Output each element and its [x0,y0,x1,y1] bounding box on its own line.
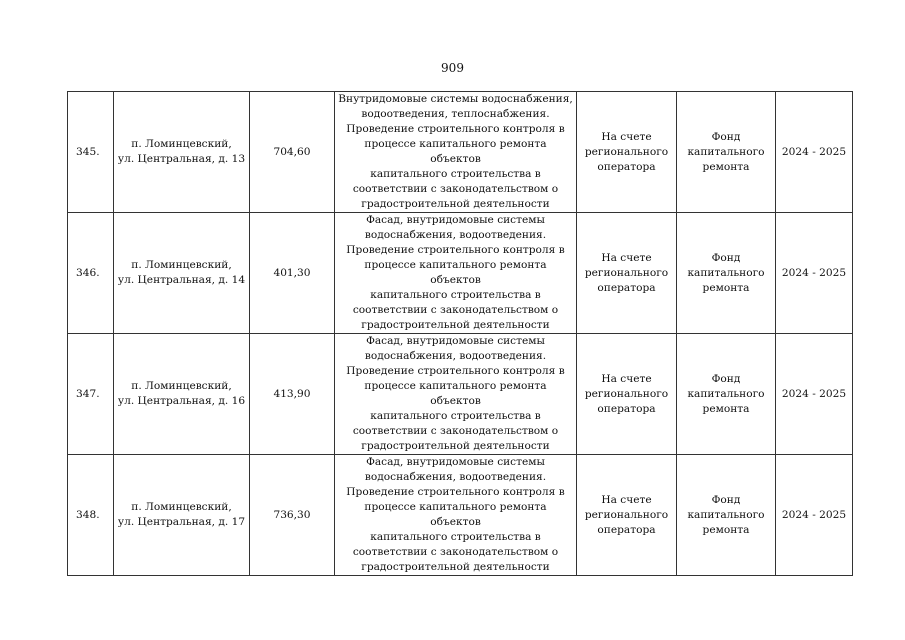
table-row [68,334,853,455]
fund-cell [677,213,776,334]
works-text: Фасад, внутридомовые системы водоснабжения, водоотведения. Проведение строительного контроля в процессе капитального ремонта объектов капитального строительства в соответствии с законодательством о градостроительной деятельности [346,456,565,573]
operator-cell [577,334,677,455]
table-row [68,213,853,334]
fund-cell [677,455,776,576]
address-cell [114,92,250,213]
operator-cell [577,455,677,576]
table-row [68,455,853,576]
period-cell: 2024 - 2025 [776,92,853,213]
area-cell: 704,60 [250,92,335,213]
address-text: п. Ломинцевский, ул. Центральная, д. 17 [117,501,246,528]
row-number: 347. [68,334,114,455]
period-cell: 2024 - 2025 [776,334,853,455]
fund-text: Фонд капитального ремонта [687,251,765,294]
operator-text: На счете регионального оператора [584,130,669,173]
period-cell: 2024 - 2025 [776,455,853,576]
address-cell [114,455,250,576]
operator-text: На счете регионального оператора [584,372,669,415]
row-number: 346. [68,213,114,334]
operator-cell [577,213,677,334]
address-text: п. Ломинцевский, ул. Центральная, д. 13 [117,138,246,165]
operator-text: На счете регионального оператора [584,493,669,536]
area-cell: 413,90 [250,334,335,455]
table-row [68,92,853,213]
works-cell [335,334,577,455]
fund-text: Фонд капитального ремонта [687,130,765,173]
fund-cell [677,334,776,455]
repair-works-table [67,91,853,576]
works-cell [335,213,577,334]
fund-text: Фонд капитального ремонта [687,372,765,415]
address-text: п. Ломинцевский, ул. Центральная, д. 14 [117,259,246,286]
area-cell: 736,30 [250,455,335,576]
row-number: 348. [68,455,114,576]
works-text: Фасад, внутридомовые системы водоснабжения, водоотведения. Проведение строительного контроля в процессе капитального ремонта объектов капитального строительства в соответствии с законодательством о градостроительной деятельности [346,335,565,452]
period-cell: 2024 - 2025 [776,213,853,334]
works-text: Фасад, внутридомовые системы водоснабжения, водоотведения. Проведение строительного контроля в процессе капитального ремонта объектов капитального строительства в соответствии с законодательством о градостроительной деятельности [346,214,565,331]
address-text: п. Ломинцевский, ул. Центральная, д. 16 [117,380,246,407]
fund-text: Фонд капитального ремонта [687,493,765,536]
operator-cell [577,92,677,213]
address-cell [114,213,250,334]
works-text: Внутридомовые системы водоснабжения, водоотведения, теплоснабжения. Проведение строительного контроля в процессе капитального ремонта объектов капитального строительства в соответствии с законодательством о градостроительной деятельности [338,93,573,210]
operator-text: На счете регионального оператора [584,251,669,294]
page-number: 909 [441,61,464,75]
row-number: 345. [68,92,114,213]
works-cell [335,455,577,576]
fund-cell [677,92,776,213]
area-cell: 401,30 [250,213,335,334]
address-cell [114,334,250,455]
works-cell [335,92,577,213]
